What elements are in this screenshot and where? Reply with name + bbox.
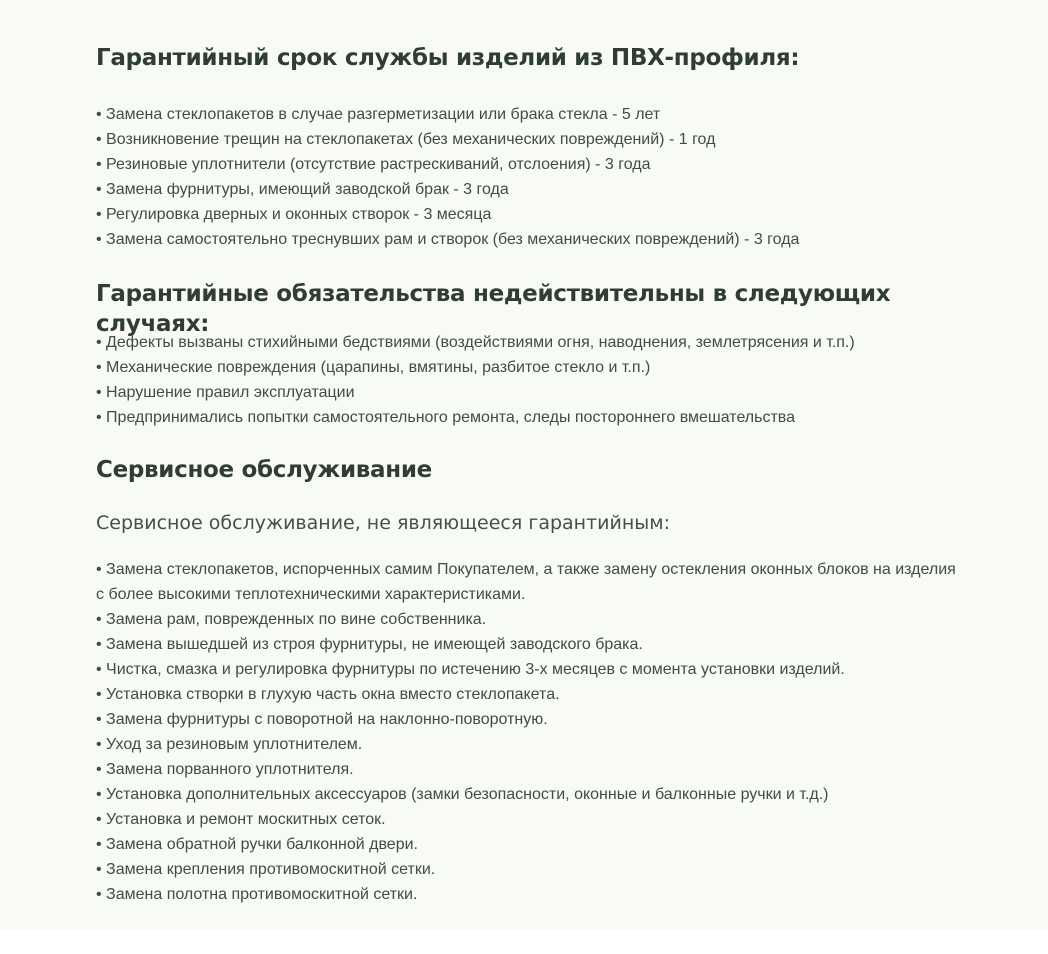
list-item: • Замена обратной ручки балконной двери. — [96, 836, 418, 853]
list-item: • Замена фурнитуры, имеющий заводской брак - 3 года — [96, 181, 509, 198]
list-item: • Возникновение трещин на стеклопакетах (без механических повреждений) - 1 год — [96, 131, 716, 148]
warranty-period-list — [96, 102, 956, 252]
page-bottom-margin — [0, 930, 1048, 954]
list-item: • Регулировка дверных и оконных створок - 3 месяца — [96, 206, 492, 223]
list-item: • Замена стеклопакетов, испорченных самим Покупателем, а также замену остекления оконных блоков на изделия с более высокими теплотехническими характеристиками. — [96, 561, 956, 603]
list-item: • Замена полотна противомоскитной сетки. — [96, 886, 418, 903]
service-heading: Сервисное обслуживание — [96, 457, 432, 483]
warranty-void-list — [96, 330, 956, 430]
list-item: • Предпринимались попытки самостоятельного ремонта, следы постороннего вмешательства — [96, 409, 796, 426]
list-item: • Замена стеклопакетов в случае разгерметизации или брака стекла - 5 лет — [96, 106, 661, 123]
warranty-period-heading: Гарантийный срок службы изделий из ПВХ-профиля: — [96, 45, 800, 71]
list-item: • Установка и ремонт москитных сеток. — [96, 811, 386, 828]
list-item: • Резиновые уплотнители (отсутствие растрескиваний, отслоения) - 3 года — [96, 156, 651, 173]
service-subheading: Сервисное обслуживание, не являющееся гарантийным: — [96, 512, 671, 534]
list-item: • Механические повреждения (царапины, вмятины, разбитое стекло и т.п.) — [96, 359, 651, 376]
list-item: • Чистка, смазка и регулировка фурнитуры по истечению 3-х месяцев с момента установки изделий. — [96, 661, 845, 678]
list-item: • Нарушение правил эксплуатации — [96, 384, 355, 401]
list-item: • Замена рам, поврежденных по вине собственника. — [96, 611, 487, 628]
list-item: • Уход за резиновым уплотнителем. — [96, 736, 363, 753]
list-item: • Дефекты вызваны стихийными бедствиями (воздействиями огня, наводнения, землетрясения и т.п.) — [96, 334, 855, 351]
warranty-void-heading: Гарантийные обязательства недействительны в следующих случаях: — [96, 281, 891, 337]
list-item: • Замена порванного уплотнителя. — [96, 761, 354, 778]
list-item: • Замена вышедшей из строя фурнитуры, не имеющей заводского брака. — [96, 636, 643, 653]
list-item: • Замена крепления противомоскитной сетки. — [96, 861, 436, 878]
list-item: • Установка створки в глухую часть окна вместо стеклопакета. — [96, 686, 560, 703]
service-list — [96, 557, 956, 907]
list-item: • Замена самостоятельно треснувших рам и створок (без механических повреждений) - 3 года — [96, 231, 800, 248]
list-item: • Установка дополнительных аксессуаров (замки безопасности, оконные и балконные ручки и т.д.) — [96, 786, 829, 803]
list-item: • Замена фурнитуры с поворотной на наклонно-поворотную. — [96, 711, 548, 728]
